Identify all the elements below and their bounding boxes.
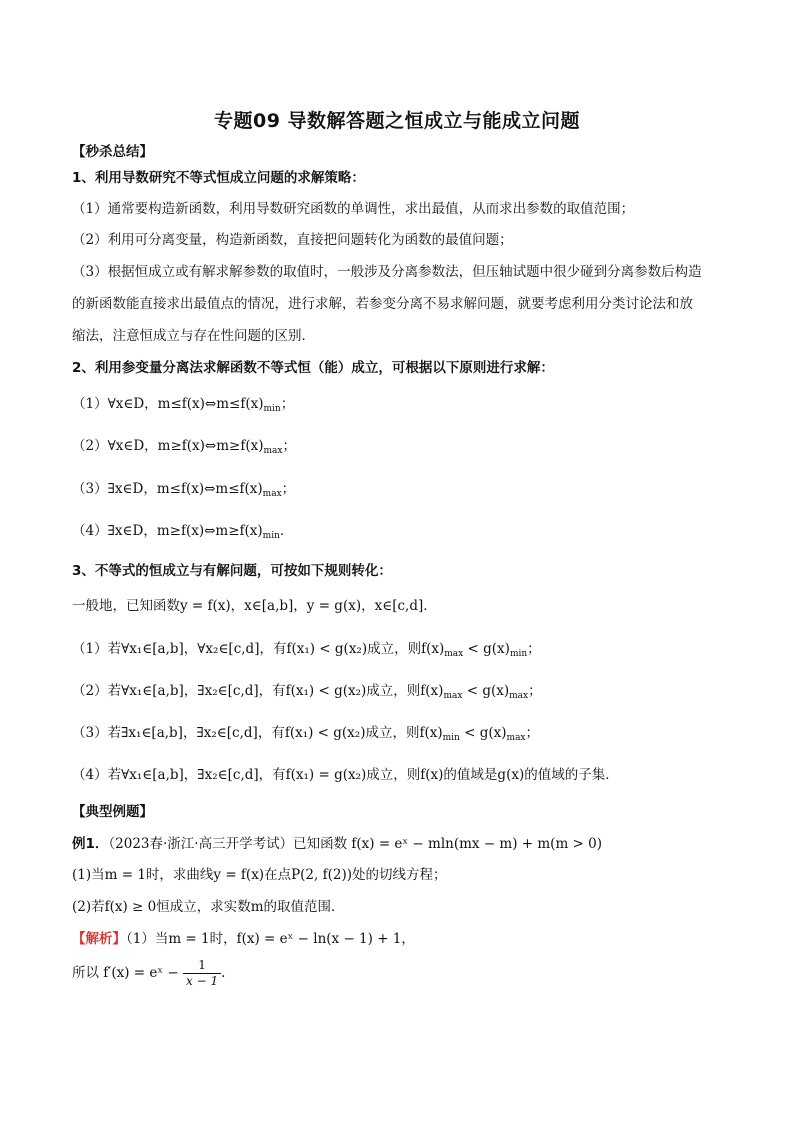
section-3-case-4: （4）若∀x₁∈[a,b]，∃x₂∈[c,d]，有f(x₁) = g(x₂)成立，则f(x)的值域是g(x)的值域的子集． (72, 767, 619, 783)
section-1-point-3-line-1: （3）根据恒成立或有解求解参数的取值时，一般涉及分离参数法，但压轴试题中很少碰到分离参数后构造 (72, 264, 702, 280)
example-1-question-2: (2)若f(x) ≥ 0恒成立，求实数m的取值范围． (72, 899, 345, 915)
solution-tag: 【解析】 (72, 931, 126, 947)
section-2-rule-1: （1）∀x∈D，$m\le f(x)\Leftrightarrow m\le f(x)_{min}$； (72, 396, 295, 414)
page-title: 专题09 导数解答题之恒成立与能成立问题 (213, 110, 581, 132)
section-1-point-3-line-3: 缩法，注意恒成立与存在性问题的区别． (72, 328, 315, 344)
section-1-point-1: （1）通常要构造新函数，利用导数研究函数的单调性，求出最值，从而求出参数的取值范围； (72, 201, 635, 217)
example-1-question-1: (1)当m = 1时，求曲线y = f(x)在点P(2, f(2))处的切线方程； (72, 867, 447, 883)
section-3-case-3: （3）若∃x₁∈[a,b]，∃x₂∈[c,d]，有f(x₁) < g(x₂)成立，则$f(x)_{min} < g(x)_{max}$； (72, 725, 540, 743)
fraction: $\frac{1}{x - 1}$ (183, 958, 221, 989)
example-1-statement: 例1．（2023春·浙江·高三开学考试）已知函数 f(x) = eˣ − mln(mx − m) + m(m > 0) (72, 836, 602, 852)
section-3-case-1: （1）若∀x₁∈[a,b]，∀x₂∈[c,d]，有f(x₁) < g(x₂)成立，则$f(x)_{max} < g(x)_{min}$； (72, 641, 541, 659)
example-1-solution-line-1: 【解析】（1）当m = 1时，f(x) = eˣ − ln(x − 1) + 1， (72, 931, 415, 947)
example-1-solution-line-2: 所以 f′(x) = eˣ − $\frac{1}{x - 1}$ . (72, 958, 226, 988)
summary-header: 【秒杀总结】 (72, 144, 153, 160)
section-2-heading: 2、利用参变量分离法求解函数不等式恒（能）成立，可根据以下原则进行求解： (72, 360, 554, 376)
section-1-point-3-line-2: 的新函数能直接求出最值点的情况，进行求解，若参变分离不易求解问题，就要考虑利用分类讨论法和放 (72, 296, 693, 312)
section-1-heading: 1、利用导数研究不等式恒成立问题的求解策略： (72, 170, 365, 186)
section-1-point-2: （2）利用可分离变量，构造新函数，直接把问题转化为函数的最值问题； (72, 232, 513, 248)
section-2-rule-2: （2）∀x∈D，$m\ge f(x)\Leftrightarrow m\ge f(x)_{max}$； (72, 438, 296, 456)
section-3-heading: 3、不等式的恒成立与有解问题，可按如下规则转化： (72, 563, 392, 579)
section-3-case-2: （2）若∀x₁∈[a,b]，∃x₂∈[c,d]，有f(x₁) < g(x₂)成立，则$f(x)_{max} < g(x)_{max}$； (72, 683, 542, 701)
section-2-rule-3: （3）∃x∈D，$m\le f(x)\Leftrightarrow m\le f(x)_{max}$； (72, 481, 296, 499)
section-3-intro: 一般地，已知函数y = f(x)，x∈[a,b]，y = g(x)，x∈[c,d]． (72, 598, 437, 614)
examples-header: 【典型例题】 (72, 804, 153, 820)
section-2-rule-4: （4）∃x∈D，$m\ge f(x)\Leftrightarrow m\ge f(x)_{min}$． (72, 523, 294, 541)
